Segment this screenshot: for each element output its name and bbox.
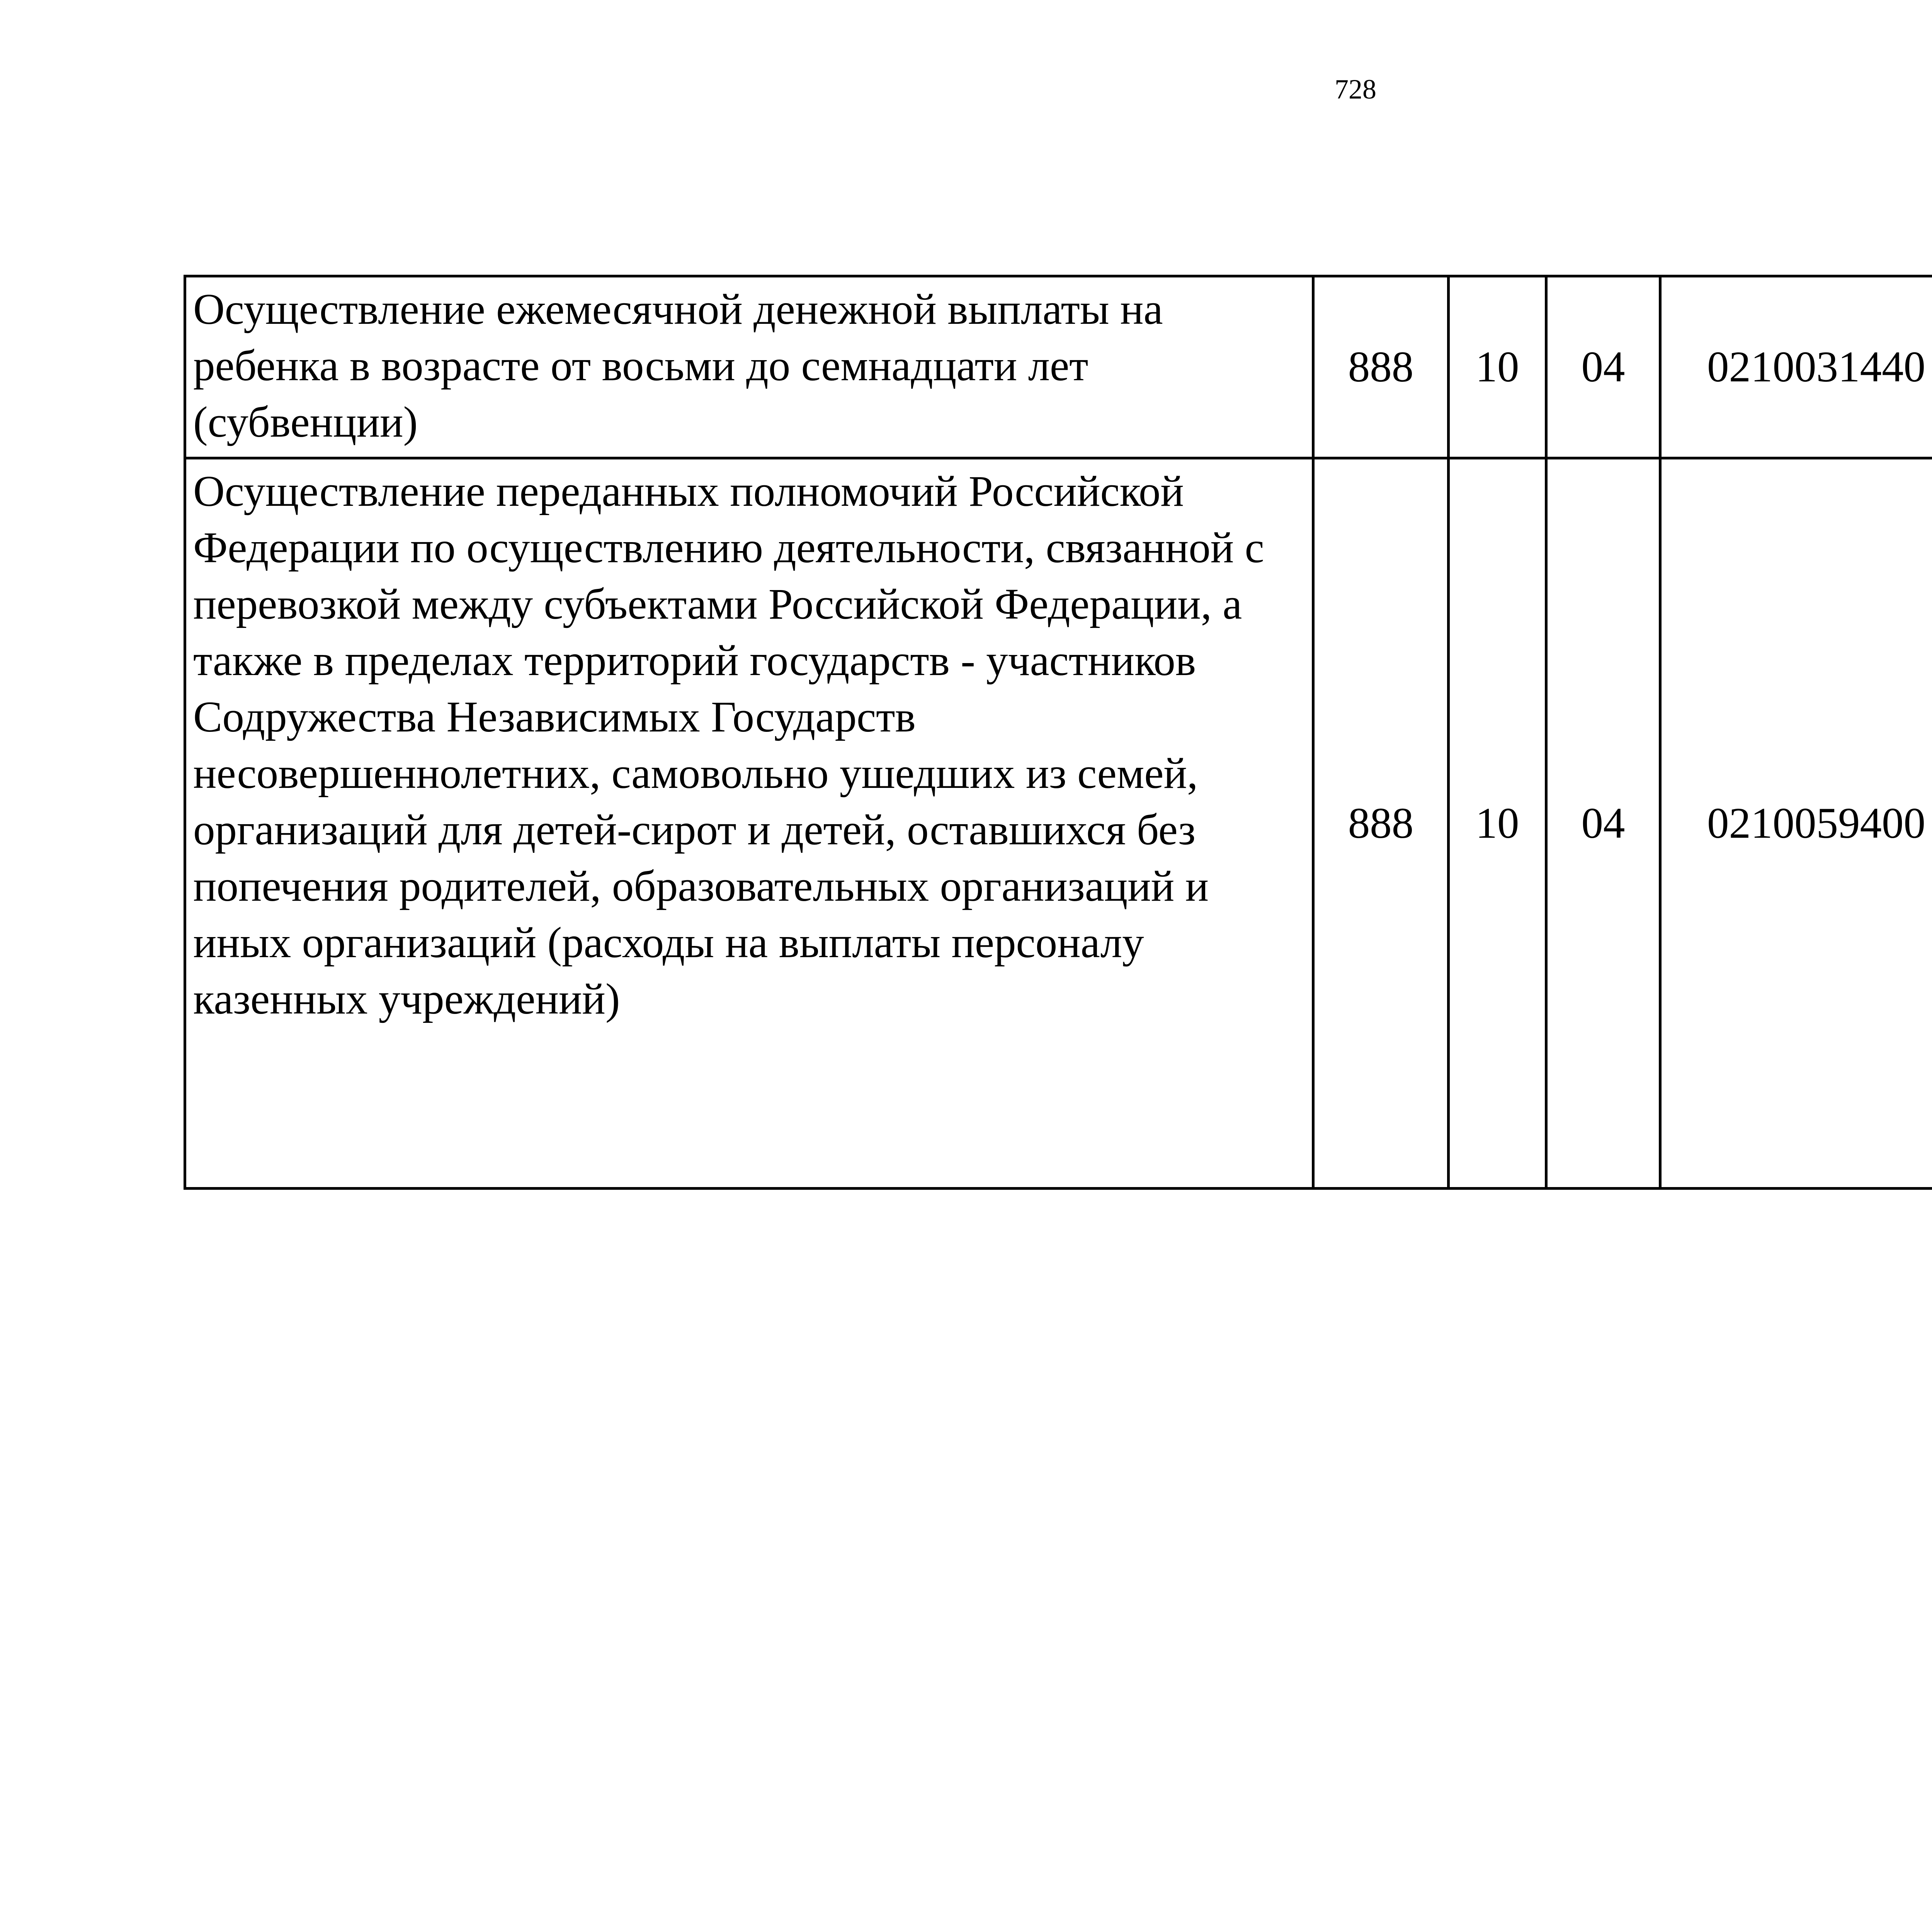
target-article-code: 0210059400 <box>1660 458 1932 1189</box>
budget-table <box>184 275 1932 1190</box>
page-number: 728 <box>1335 74 1376 105</box>
subsection-code: 04 <box>1546 458 1660 1189</box>
target-article-code: 0210031440 <box>1660 276 1932 458</box>
section-code: 10 <box>1449 458 1546 1189</box>
department-code: 888 <box>1313 458 1449 1189</box>
section-code: 10 <box>1449 276 1546 458</box>
expense-description: Осуществление ежемесячной денежной выплаты на ребенка в возрасте от восьми до семнадцати лет (субвенции) <box>185 276 1313 458</box>
expense-description: Осуществление переданных полномочий Российской Федерации по осуществлению деятельности, связанной с перевозкой между субъектами Российской Федерации, а также в пределах территорий государств - участников Содружества Независимых Государств несовершеннолетних, самовольно ушедших из семей, организаций для детей-сирот и детей, оставшихся без попечения родителей, образовательных организаций и иных организаций (расходы на выплаты персоналу казенных учреждений) <box>185 458 1313 1189</box>
subsection-code: 04 <box>1546 276 1660 458</box>
table-row <box>185 276 1932 458</box>
department-code: 888 <box>1313 276 1449 458</box>
table-row <box>185 458 1932 1189</box>
